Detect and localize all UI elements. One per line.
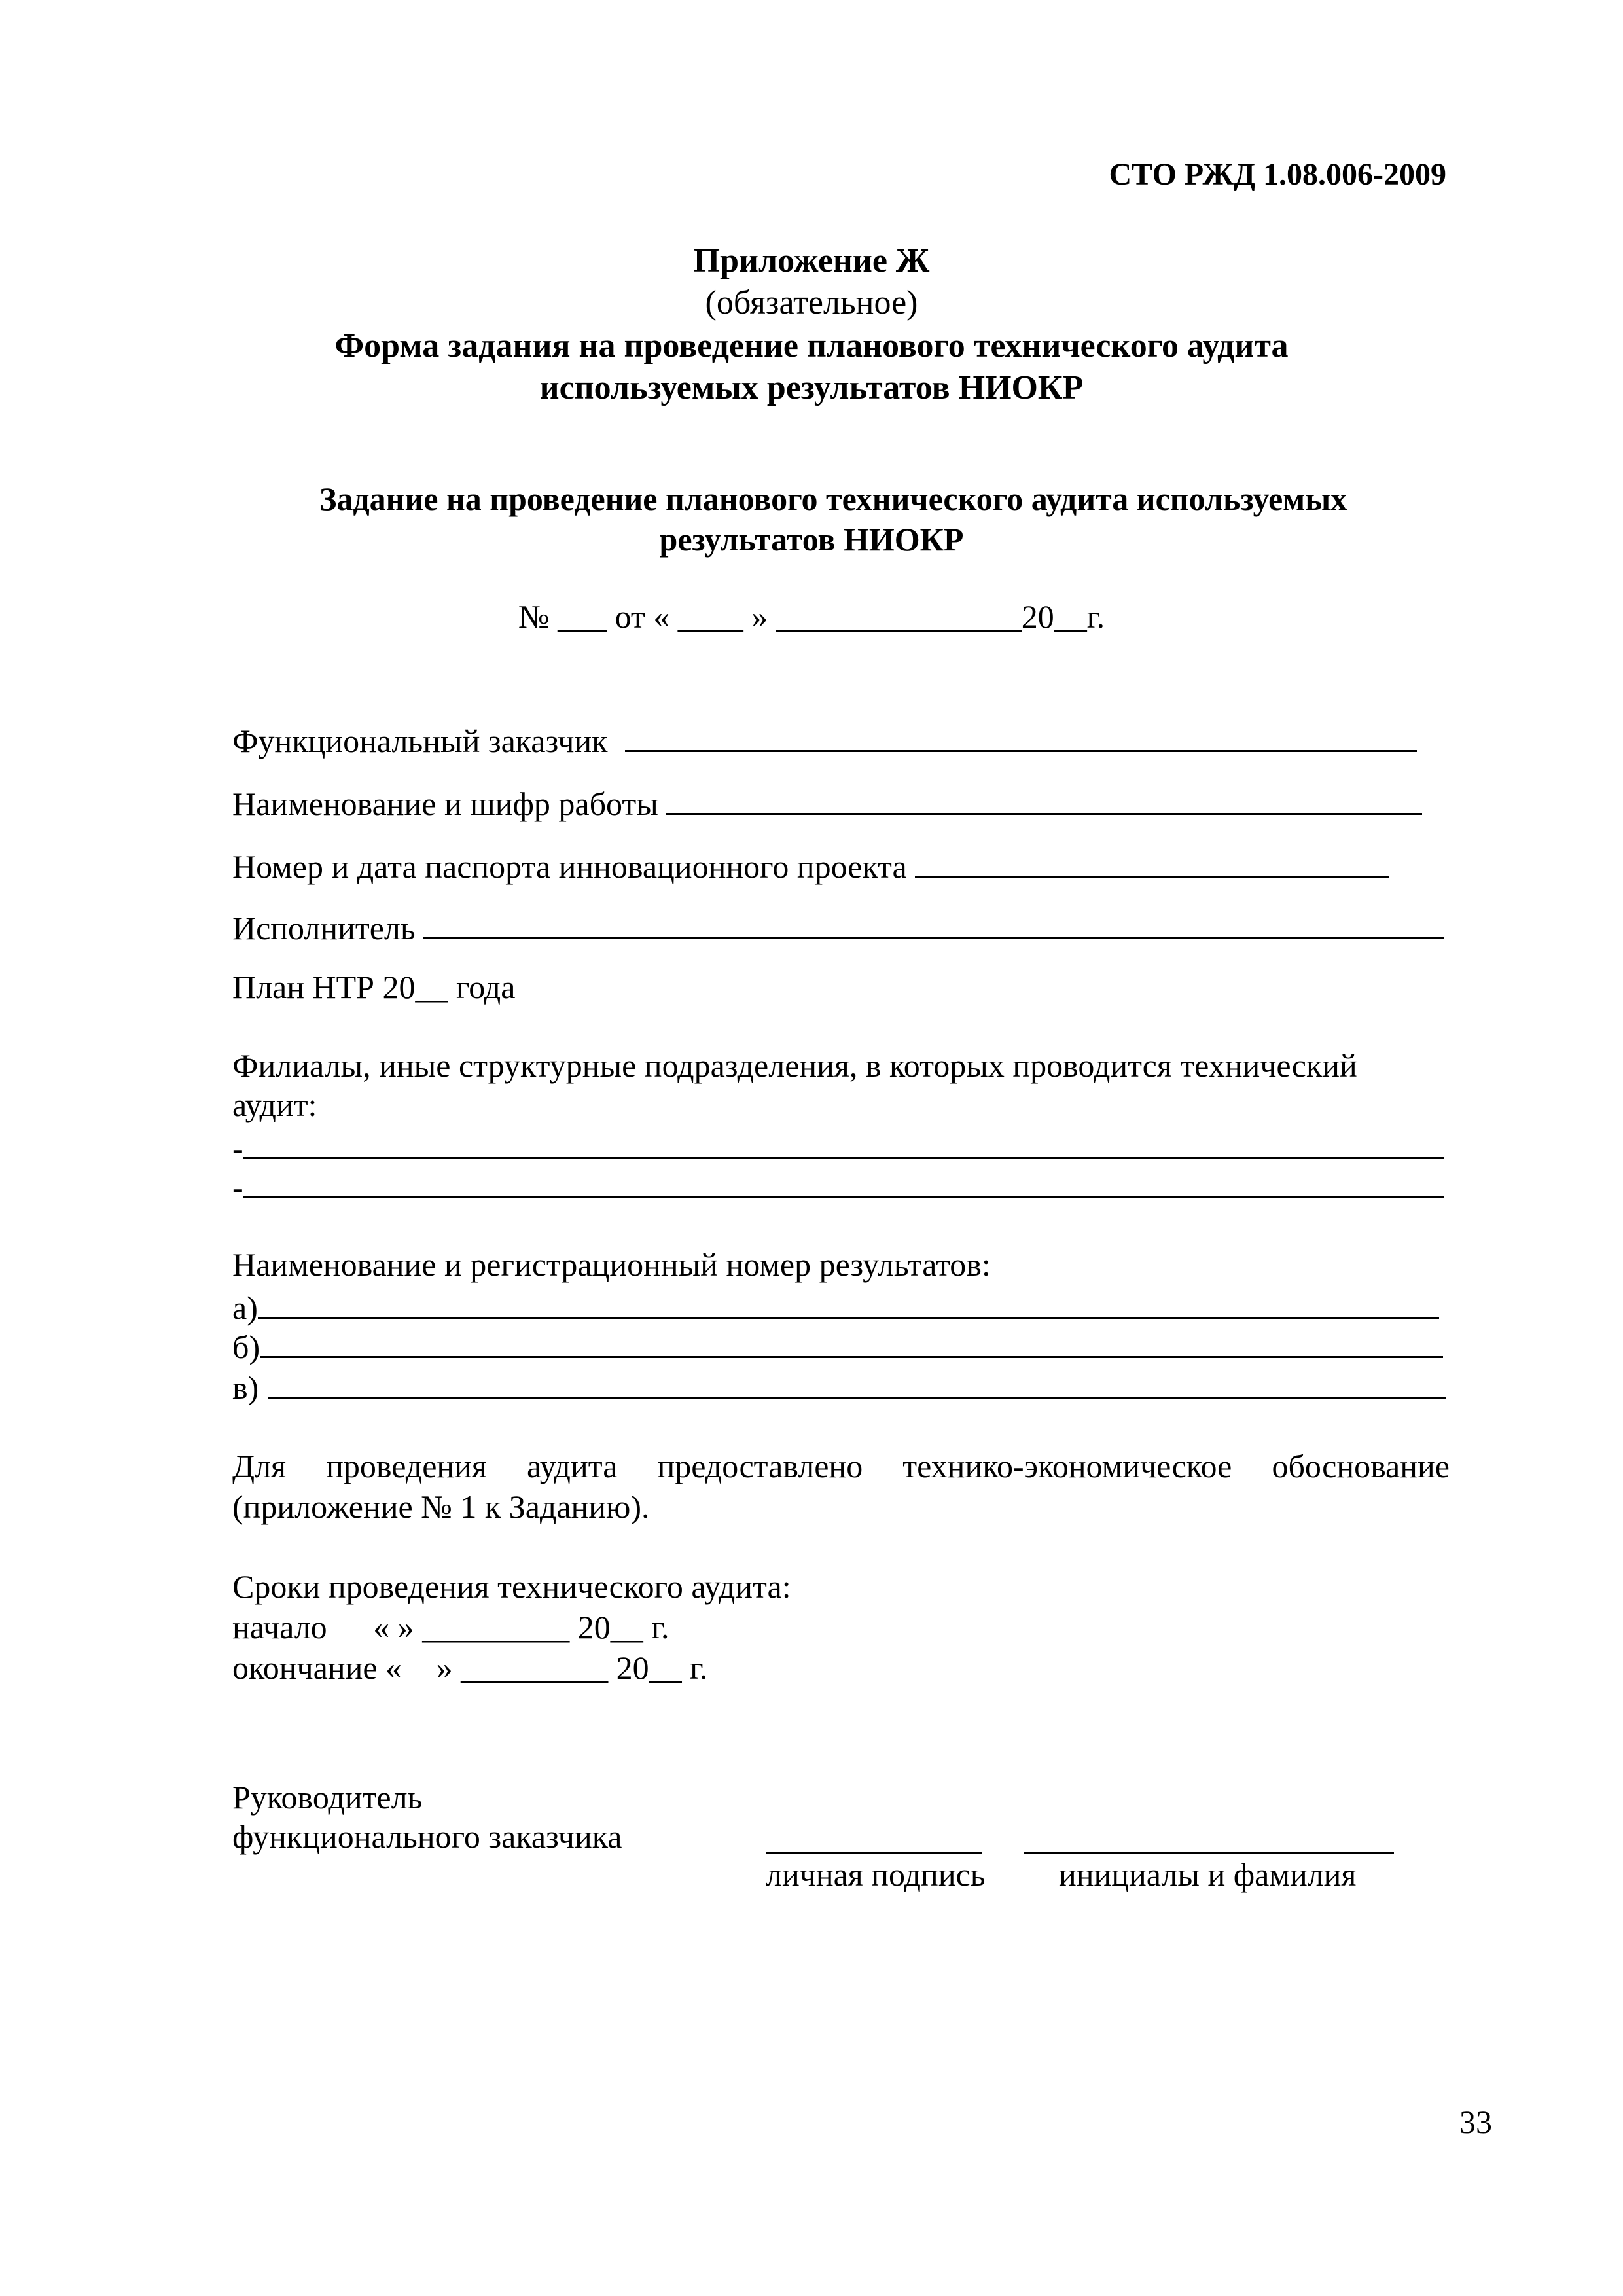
task-number-line: № ___ от « ____ » _______________20__г. bbox=[518, 598, 1105, 635]
schedule-end-label: окончание « bbox=[232, 1649, 402, 1686]
field-plan: План НТР 20__ года bbox=[232, 969, 516, 1005]
signature-role-line1: Руководитель bbox=[232, 1779, 423, 1816]
schedule-start bbox=[232, 1607, 669, 1647]
feasibility-word-1: Для bbox=[232, 1448, 287, 1484]
branches-line-2-blank[interactable] bbox=[243, 1165, 1444, 1198]
results-item-c-label: в) bbox=[232, 1369, 259, 1406]
results-item-b-label: б) bbox=[232, 1329, 260, 1365]
appendix-status: (обязательное) bbox=[705, 284, 918, 321]
name-line[interactable] bbox=[1024, 1826, 1394, 1854]
results-item-c-blank[interactable] bbox=[268, 1365, 1446, 1399]
task-heading-line2: результатов НИОКР bbox=[659, 521, 964, 558]
branches-line-2 bbox=[232, 1165, 1444, 1207]
appendix-title: Приложение Ж bbox=[693, 242, 930, 279]
schedule-end-date: » _________ 20__ г. bbox=[436, 1649, 708, 1686]
schedule-end bbox=[232, 1648, 707, 1687]
form-title-line2: используемых результатов НИОКР bbox=[539, 369, 1084, 406]
results-intro: Наименование и регистрационный номер результатов: bbox=[232, 1246, 991, 1283]
results-item-b-blank[interactable] bbox=[260, 1325, 1443, 1358]
field-passport-line[interactable] bbox=[915, 844, 1389, 878]
field-passport bbox=[232, 844, 1389, 886]
form-title-line1: Форма задания на проведение планового технического аудита bbox=[334, 327, 1289, 365]
results-item-a-label: а) bbox=[232, 1289, 258, 1326]
branches-line-1-blank[interactable] bbox=[243, 1126, 1444, 1159]
branches-dash-1: - bbox=[232, 1130, 243, 1166]
branches-line-1 bbox=[232, 1126, 1444, 1168]
results-item-a bbox=[232, 1285, 1439, 1327]
schedule-start-date: « » _________ 20__ г. bbox=[373, 1609, 669, 1645]
field-executor-line[interactable] bbox=[423, 906, 1444, 939]
feasibility-word-4: предоставлено bbox=[657, 1448, 863, 1484]
document-code: СТО РЖД 1.08.006-2009 bbox=[1109, 157, 1446, 192]
field-passport-label: Номер и дата паспорта инновационного проекта bbox=[232, 848, 907, 885]
page-number: 33 bbox=[1459, 2104, 1492, 2140]
feasibility-word-5: технико-экономическое bbox=[902, 1448, 1232, 1484]
signature-line[interactable] bbox=[766, 1826, 982, 1854]
feasibility-line2: (приложение № 1 к Заданию). bbox=[232, 1488, 650, 1525]
results-item-b bbox=[232, 1325, 1443, 1367]
results-item-a-blank[interactable] bbox=[258, 1285, 1439, 1319]
field-work-name-line[interactable] bbox=[666, 781, 1422, 815]
feasibility-word-2: проведения bbox=[326, 1448, 487, 1484]
feasibility-word-3: аудита bbox=[527, 1448, 618, 1484]
field-executor bbox=[232, 906, 1444, 948]
schedule-intro: Сроки проведения технического аудита: bbox=[232, 1568, 791, 1605]
field-customer-line[interactable] bbox=[625, 719, 1417, 752]
field-customer-label: Функциональный заказчик bbox=[232, 723, 608, 759]
name-caption: инициалы и фамилия bbox=[1059, 1856, 1357, 1893]
field-work-name-label: Наименование и шифр работы bbox=[232, 785, 658, 822]
field-executor-label: Исполнитель bbox=[232, 910, 416, 946]
results-item-c bbox=[232, 1365, 1446, 1407]
branches-intro-line1: Филиалы, иные структурные подразделения, в которых проводится технический bbox=[232, 1047, 1357, 1084]
signature-role-line2: функционального заказчика bbox=[232, 1818, 622, 1855]
signature-caption: личная подпись bbox=[766, 1856, 986, 1893]
schedule-start-label: начало bbox=[232, 1609, 327, 1645]
task-heading-line1: Задание на проведение планового технического аудита используемых bbox=[319, 480, 1347, 517]
feasibility-word-6: обоснование bbox=[1272, 1448, 1450, 1484]
branches-dash-2: - bbox=[232, 1169, 243, 1206]
branches-intro-line2: аудит: bbox=[232, 1086, 317, 1123]
feasibility-line1 bbox=[232, 1446, 1450, 1486]
field-work-name bbox=[232, 781, 1422, 823]
field-customer bbox=[232, 719, 1417, 761]
